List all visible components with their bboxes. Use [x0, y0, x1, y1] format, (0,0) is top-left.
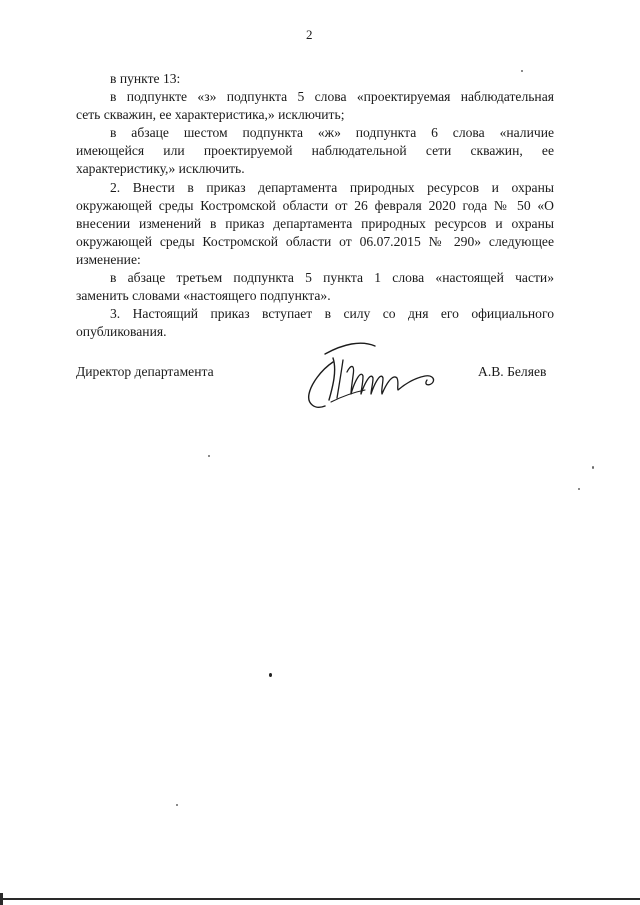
paragraph-abzac-3	[76, 269, 554, 305]
scan-speck	[592, 466, 594, 469]
text-line: окружающей среды Костромской области от 26 февраля 2020 года № 50 «О	[76, 197, 554, 213]
paragraph-subitem-zh	[76, 124, 554, 178]
scan-corner-mark	[0, 893, 3, 905]
scan-speck	[578, 488, 580, 490]
scan-bottom-edge	[0, 898, 640, 900]
text-line: опубликования.	[76, 324, 167, 340]
text-line: в абзаце шестом подпункта «ж» подпункта 6 слова «наличие	[110, 125, 554, 141]
handwritten-signature	[303, 340, 453, 412]
text-line: заменить словами «настоящего подпункта».	[76, 288, 331, 304]
paragraph-item-3	[76, 305, 554, 341]
text-line: в пункте 13:	[110, 71, 181, 86]
paragraph-item-2	[76, 179, 554, 269]
signatory-name: А.В. Беляев	[478, 364, 547, 379]
text-line: имеющейся или проектируемой наблюдательной сети скважин, ее	[76, 143, 554, 159]
text-line: изменение:	[76, 251, 141, 267]
text-line: 2. Внести в приказ департамента природных ресурсов и охраны	[110, 179, 554, 195]
signatory-position: Директор департамента	[76, 364, 214, 379]
page-number: 2	[306, 27, 313, 42]
text-line: в абзаце третьем подпункта 5 пункта 1 слова «настоящей части»	[110, 270, 554, 286]
scan-speck	[521, 70, 523, 72]
text-line: характеристику,» исключить.	[76, 161, 245, 177]
document-body	[76, 70, 554, 341]
text-line: 3. Настоящий приказ вступает в силу со дня его официального	[110, 306, 554, 322]
text-line: внесении изменений в приказ департамента природных ресурсов и охраны	[76, 215, 554, 231]
scan-speck	[176, 804, 178, 806]
scan-speck	[208, 455, 210, 457]
text-line: в подпункте «з» подпункта 5 слова «проектируемая наблюдательная	[110, 89, 554, 105]
text-line: окружающей среды Костромской области от 06.07.2015 № 290» следующее	[76, 233, 554, 249]
paragraph-subitem-z	[76, 88, 554, 124]
paragraph-point-13-intro	[76, 70, 554, 88]
scan-speck	[269, 673, 272, 677]
text-line: сеть скважин, ее характеристика,» исключить;	[76, 107, 345, 123]
